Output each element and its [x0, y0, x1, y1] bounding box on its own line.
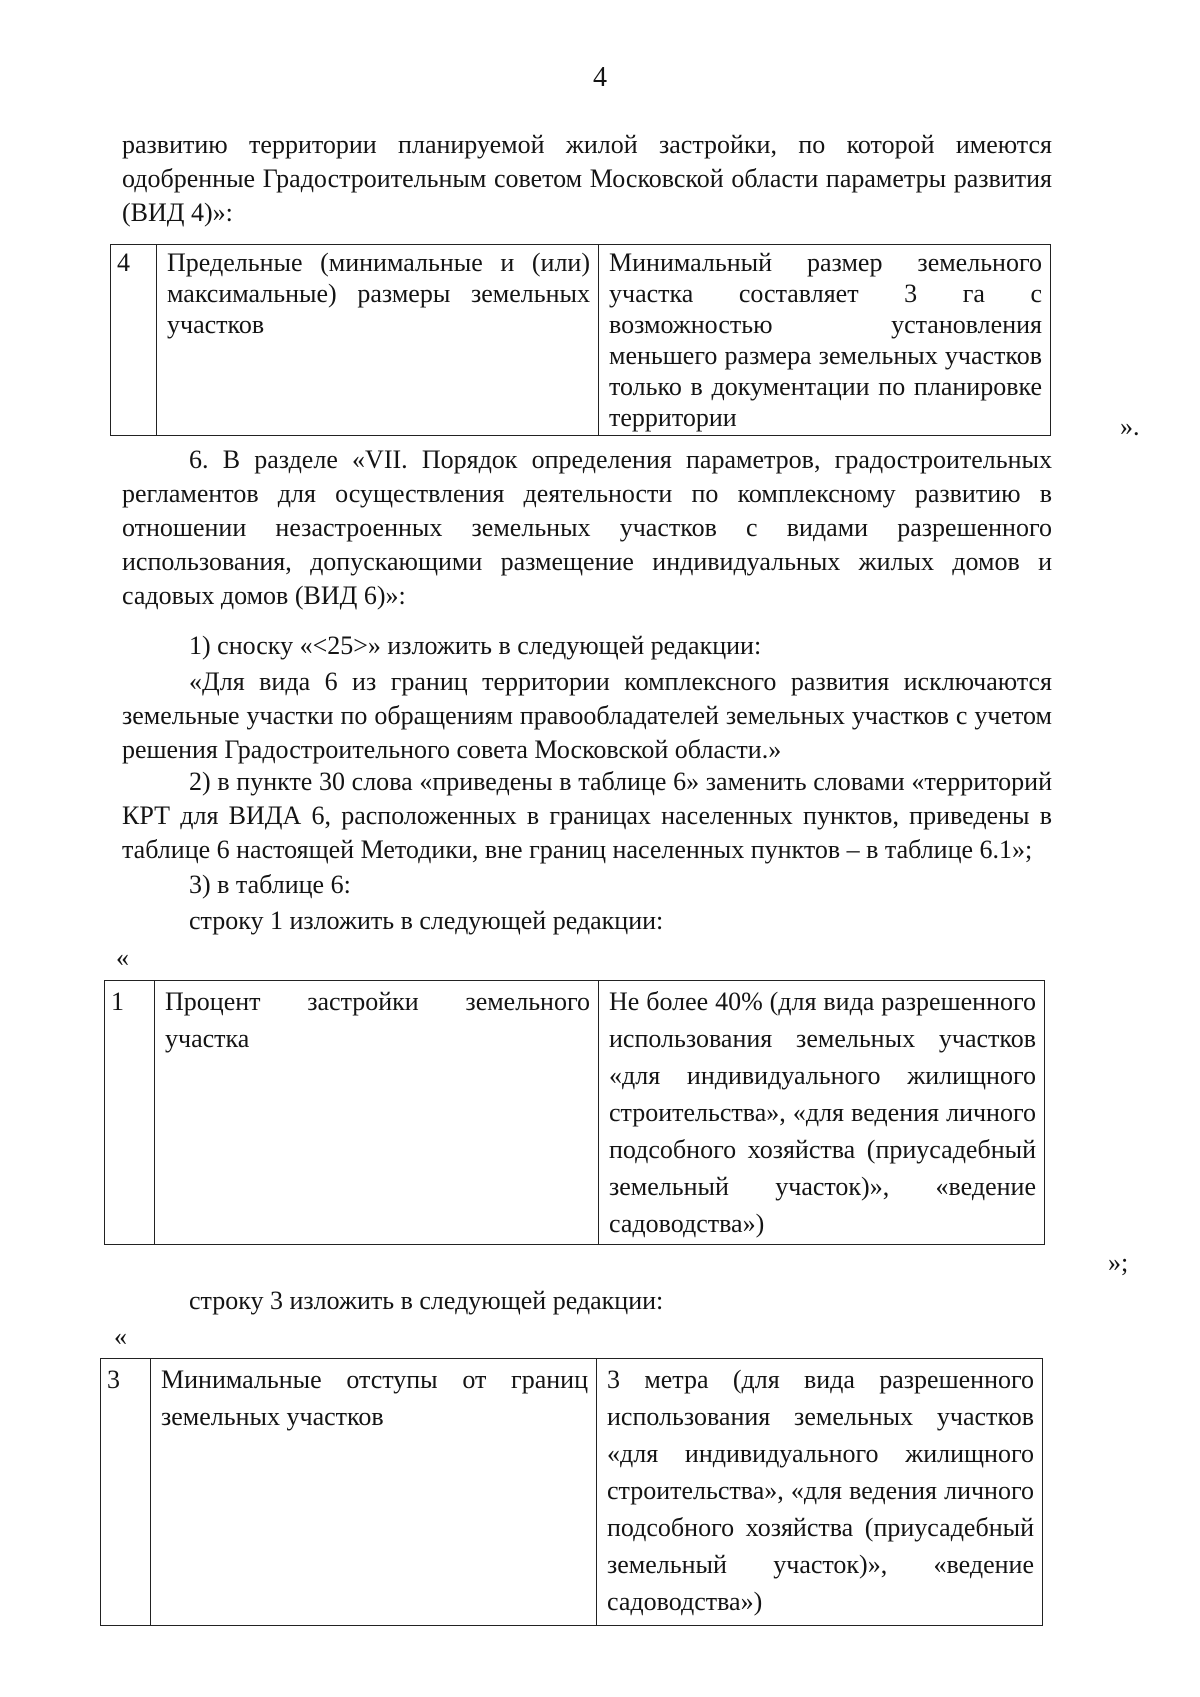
item-3: 3) в таблице 6: [189, 870, 351, 899]
row-parameter-name: Предельные (минимальные и (или) максимальные) размеры земельных участков [157, 245, 599, 436]
open-quote: « [114, 1322, 127, 1351]
row-number: 1 [105, 981, 155, 1245]
close-quote: ». [1120, 412, 1140, 441]
row-parameter-value: Не более 40% (для вида разрешенного использования земельных участков «для индивидуального жилищного строительства», «для ведения личного подсобного хозяйства (приусадебный земельный участок)», «ведение садоводства») [599, 981, 1045, 1245]
item-2: 2) в пункте 30 слова «приведены в таблице 6» заменить словами «территорий КРТ для ВИДА 6, расположенных в границах населенных пунктов, приведены в таблице 6 настоящей Методики, вне границ населенных пунктов – в таблице 6.1»; [122, 767, 1052, 864]
close-quote: »; [1108, 1248, 1129, 1277]
table-row [111, 245, 1051, 436]
table-row [101, 1359, 1043, 1626]
row-3-intro: строку 3 изложить в следующей редакции: [189, 1286, 664, 1315]
row-number: 3 [101, 1359, 151, 1626]
section-6-heading: 6. В разделе «VII. Порядок определения параметров, градостроительных регламентов для осуществления деятельности по комплексному развитию в отношении незастроенных земельных участков с видами разрешенного использования, допускающими размещение индивидуальных жилых домов и садовых домов (ВИД 6)»: [122, 445, 1052, 610]
row-parameter-value: 3 метра (для вида разрешенного использования земельных участков «для индивидуального жилищного строительства», «для ведения личного подсобного хозяйства (приусадебный земельный участок)», «ведение садоводства») [597, 1359, 1043, 1626]
table-row-3 [100, 1358, 1043, 1626]
table-row [105, 981, 1045, 1245]
item-1-quote: «Для вида 6 из границ территории комплексного развития исключаются земельные участки по обращениям правообладателей земельных участков с учетом решения Градостроительного совета Московской области.» [122, 667, 1052, 764]
open-quote: « [116, 943, 129, 972]
row-parameter-name: Процент застройки земельного участка [155, 981, 599, 1245]
row-number: 4 [111, 245, 157, 436]
row-parameter-value: Минимальный размер земельного участка составляет 3 га с возможностью установления меньшего размера земельных участков только в документации по планировке территории [599, 245, 1051, 436]
row-1-intro: строку 1 изложить в следующей редакции: [189, 906, 664, 935]
row-parameter-name: Минимальные отступы от границ земельных участков [151, 1359, 597, 1626]
item-1: 1) сноску «<25>» изложить в следующей редакции: [189, 631, 762, 660]
intro-paragraph: развитию территории планируемой жилой застройки, по которой имеются одобренные Градостроительным советом Московской области параметры развития (ВИД 4)»: [122, 130, 1052, 227]
page-number: 4 [593, 62, 607, 93]
table-row-1 [104, 980, 1045, 1245]
table-vid4 [110, 244, 1051, 436]
